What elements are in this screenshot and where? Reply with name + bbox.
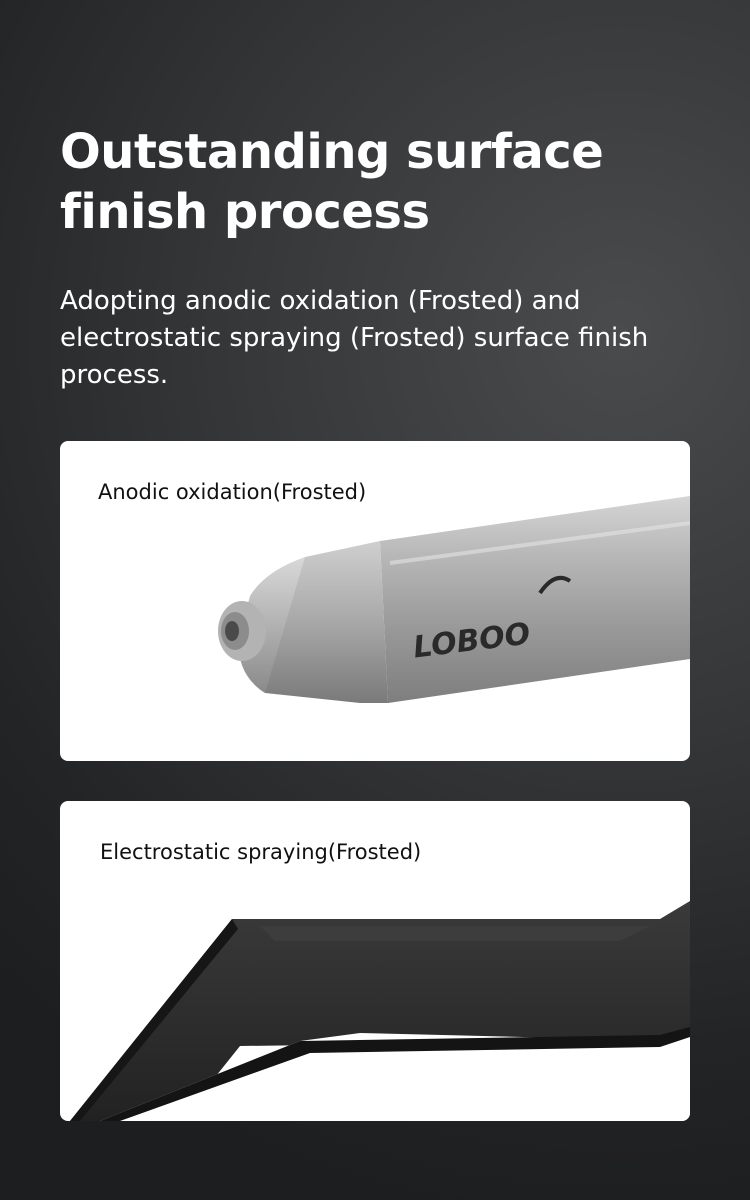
- page-headline: Outstanding surface finish process: [60, 124, 604, 240]
- loboo-logo: LOBOO: [411, 616, 533, 666]
- electrostatic-spraying-label: Electrostatic spraying(Frosted): [100, 840, 422, 864]
- page-description: Adopting anodic oxidation (Frosted) and electrostatic spraying (Frosted) surface finish process.: [60, 286, 649, 390]
- anodic-oxidation-card: [60, 441, 690, 761]
- rod-tip-thread: [225, 621, 239, 641]
- anodic-oxidation-label: Anodic oxidation(Frosted): [98, 480, 367, 504]
- electrostatic-spraying-card: [60, 801, 690, 1121]
- rod-barrel: [380, 496, 690, 703]
